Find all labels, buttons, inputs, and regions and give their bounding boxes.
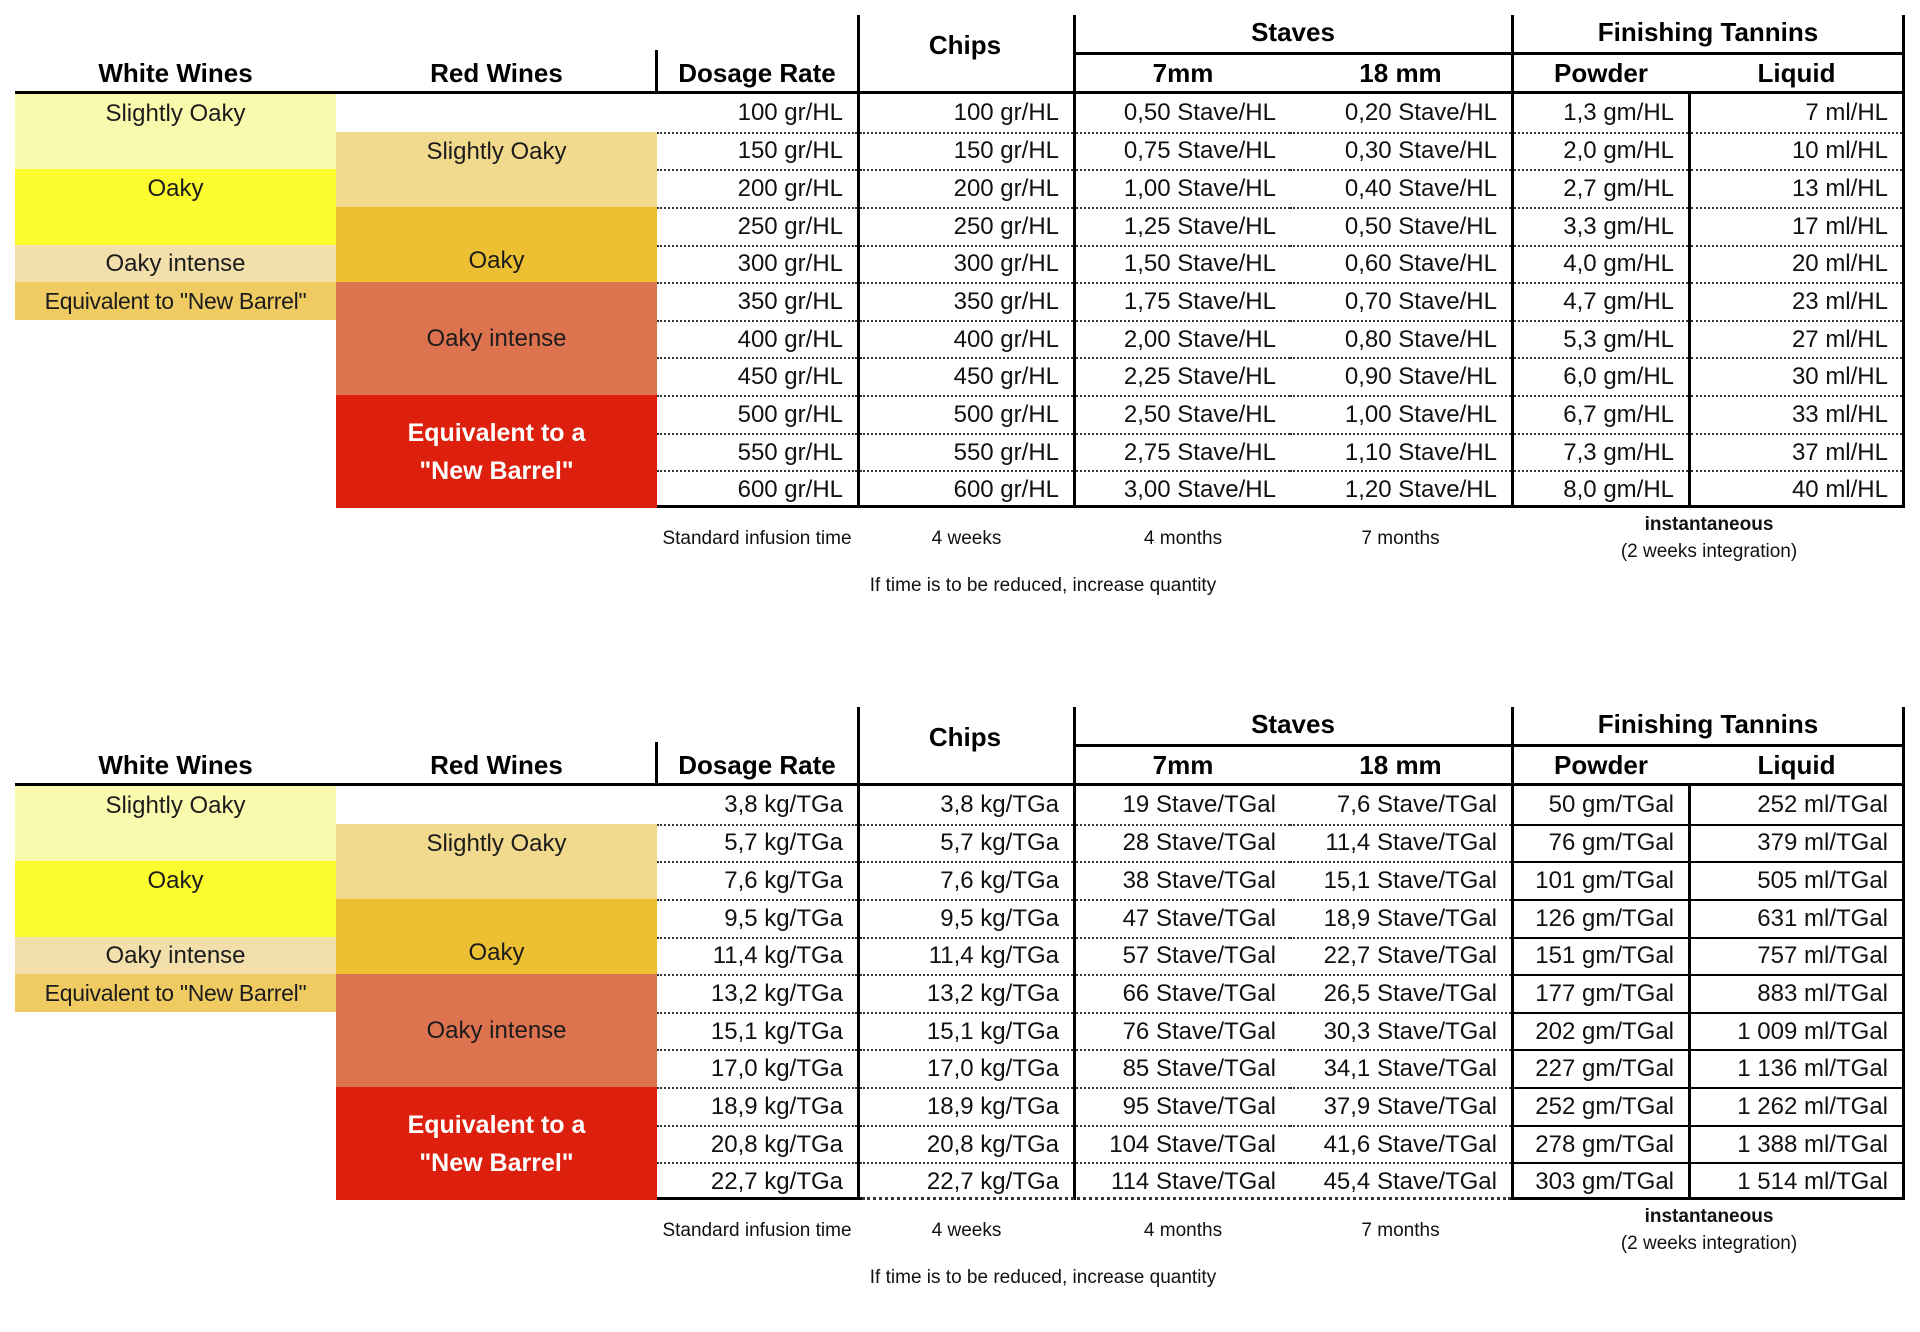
dosage-left-rule <box>655 742 658 786</box>
staves-7mm-cell: 66 Stave/TGal <box>1076 974 1290 1012</box>
chips-group-header: Chips <box>928 29 1002 60</box>
dosage-rate-cell: 20,8 kg/TGa <box>657 1125 857 1163</box>
band-label: Oaky intense <box>426 324 567 352</box>
liquid-cell: 757 ml/TGal <box>1691 937 1902 975</box>
powder-cell: 2,0 gm/HL <box>1514 132 1688 170</box>
chips-cell: 250 gr/HL <box>860 207 1073 245</box>
staves-7mm-cell: 3,00 Stave/HL <box>1076 470 1290 508</box>
liquid-cell: 10 ml/HL <box>1691 132 1902 170</box>
powder-cell: 4,0 gm/HL <box>1514 245 1688 283</box>
staves-7mm-cell: 19 Stave/TGal <box>1122 790 1276 818</box>
finishing-tannins-group-header: Finishing Tannins <box>1597 16 1819 47</box>
dosage-rate-cell: 11,4 kg/TGa <box>657 937 857 975</box>
powder-header: Powder <box>1554 57 1648 88</box>
staves-18mm-cell: 45,4 Stave/TGal <box>1290 1162 1511 1200</box>
dosage-rate-cell: 9,5 kg/TGa <box>657 899 857 937</box>
liquid-cell: 1 262 ml/TGal <box>1691 1087 1902 1125</box>
powder-cell: 8,0 gm/HL <box>1514 470 1688 508</box>
staves-18mm-header: 18 mm <box>1359 749 1442 780</box>
white-wines-header: White Wines <box>98 57 253 88</box>
band-label: Slightly Oaky <box>105 792 246 819</box>
staves-18mm-cell: 37,9 Stave/TGal <box>1290 1087 1511 1125</box>
staves-7mm-cell: 114 Stave/TGal <box>1076 1162 1290 1200</box>
table-row <box>0 94 1920 132</box>
chips-cell: 350 gr/HL <box>860 282 1073 320</box>
band-label: Oaky intense <box>426 1016 567 1044</box>
chips-cell: 9,5 kg/TGa <box>860 899 1073 937</box>
chips-cell: 400 gr/HL <box>860 320 1073 358</box>
tannins-integration-note: (2 weeks integration) <box>1620 1233 1798 1254</box>
powder-cell: 76 gm/TGal <box>1514 824 1688 862</box>
tannins-infusion-time <box>1514 511 1904 565</box>
chips-cell: 100 gr/HL <box>953 98 1059 126</box>
staves-18mm-cell: 0,60 Stave/HL <box>1290 245 1511 283</box>
staves-18mm-cell: 0,40 Stave/HL <box>1290 169 1511 207</box>
dosage-rate-cell: 300 gr/HL <box>657 245 857 283</box>
band-label: Oaky <box>147 175 204 202</box>
chips-cell: 22,7 kg/TGa <box>860 1162 1073 1200</box>
staves-18mm-cell: 11,4 Stave/TGal <box>1290 824 1511 862</box>
dosage-rate-header: Dosage Rate <box>678 749 836 780</box>
chips-cell: 300 gr/HL <box>860 245 1073 283</box>
staves-7mm-cell: 1,50 Stave/HL <box>1076 245 1290 283</box>
powder-cell: 126 gm/TGal <box>1514 899 1688 937</box>
powder-cell: 6,0 gm/HL <box>1514 357 1688 395</box>
band-label-line1: Equivalent to a <box>407 418 586 447</box>
band-label: Slightly Oaky <box>426 830 567 857</box>
liquid-cell: 505 ml/TGal <box>1691 861 1902 899</box>
band-label: Slightly Oaky <box>105 100 246 127</box>
staves-7mm-cell: 1,25 Stave/HL <box>1076 207 1290 245</box>
powder-cell: 6,7 gm/HL <box>1514 395 1688 433</box>
staves-7mm-cell: 28 Stave/TGal <box>1076 824 1290 862</box>
table-row <box>0 1162 1920 1200</box>
staves-18mm-cell: 15,1 Stave/TGal <box>1290 861 1511 899</box>
table-row <box>0 974 1920 1012</box>
chips-cell: 150 gr/HL <box>860 132 1073 170</box>
dosage-rate-cell: 7,6 kg/TGa <box>657 861 857 899</box>
dosage-table-per-hl <box>0 0 1920 640</box>
liquid-cell: 7 ml/HL <box>1805 98 1888 126</box>
table-note: If time is to be reduced, increase quantity <box>869 1267 1217 1288</box>
staves-18mm-cell: 18,9 Stave/TGal <box>1290 899 1511 937</box>
chips-cell: 11,4 kg/TGa <box>860 937 1073 975</box>
dosage-rate-header: Dosage Rate <box>678 57 836 88</box>
powder-cell: 151 gm/TGal <box>1514 937 1688 975</box>
chips-cell: 15,1 kg/TGa <box>860 1012 1073 1050</box>
staves-18mm-cell: 1,00 Stave/HL <box>1290 395 1511 433</box>
staves-7mm-cell: 1,00 Stave/HL <box>1076 169 1290 207</box>
staves-7mm-cell: 2,00 Stave/HL <box>1076 320 1290 358</box>
table-row <box>0 786 1920 824</box>
chips-group-header: Chips <box>928 721 1002 752</box>
white-wines-header: White Wines <box>98 749 253 780</box>
staves-7mm-cell: 47 Stave/TGal <box>1076 899 1290 937</box>
liquid-cell: 40 ml/HL <box>1691 470 1902 508</box>
staves-7mm-header: 7mm <box>1152 57 1214 88</box>
table-row <box>0 357 1920 395</box>
dosage-left-rule <box>655 50 658 94</box>
table-row <box>0 861 1920 899</box>
dosage-rate-cell: 13,2 kg/TGa <box>657 974 857 1012</box>
powder-cell: 202 gm/TGal <box>1514 1012 1688 1050</box>
staves-group-header: Staves <box>1251 16 1335 47</box>
table-row <box>0 320 1920 358</box>
staves-18mm-cell: 0,90 Stave/HL <box>1290 357 1511 395</box>
liquid-cell: 20 ml/HL <box>1691 245 1902 283</box>
staves-7mm-header: 7mm <box>1152 749 1214 780</box>
liquid-cell: 1 388 ml/TGal <box>1691 1125 1902 1163</box>
staves-18mm-cell: 0,50 Stave/HL <box>1290 207 1511 245</box>
powder-cell: 5,3 gm/HL <box>1514 320 1688 358</box>
dosage-rate-cell: 150 gr/HL <box>657 132 857 170</box>
staves-18mm-cell: 22,7 Stave/TGal <box>1290 937 1511 975</box>
dosage-rate-cell: 18,9 kg/TGa <box>657 1087 857 1125</box>
staves-18mm-cell: 1,10 Stave/HL <box>1290 433 1511 471</box>
powder-cell: 2,7 gm/HL <box>1514 169 1688 207</box>
table-row <box>0 1049 1920 1087</box>
chips-cell: 17,0 kg/TGa <box>860 1049 1073 1087</box>
table-row <box>0 282 1920 320</box>
chips-cell: 450 gr/HL <box>860 357 1073 395</box>
dosage-rate-cell: 500 gr/HL <box>657 395 857 433</box>
band-label: Oaky <box>147 867 204 894</box>
liquid-header: Liquid <box>1757 57 1836 88</box>
dosage-rate-cell: 15,1 kg/TGa <box>657 1012 857 1050</box>
chips-cell: 500 gr/HL <box>860 395 1073 433</box>
powder-cell: 4,7 gm/HL <box>1514 282 1688 320</box>
powder-cell: 3,3 gm/HL <box>1514 207 1688 245</box>
powder-cell: 278 gm/TGal <box>1514 1125 1688 1163</box>
chips-cell: 20,8 kg/TGa <box>860 1125 1073 1163</box>
staves-18mm-cell: 0,20 Stave/HL <box>1344 98 1497 126</box>
staves-7mm-cell: 76 Stave/TGal <box>1076 1012 1290 1050</box>
chips-cell: 13,2 kg/TGa <box>860 974 1073 1012</box>
liquid-cell: 33 ml/HL <box>1691 395 1902 433</box>
staves-18mm-infusion-time: 7 months <box>1361 528 1440 549</box>
band-label-line2: "New Barrel" <box>419 1148 574 1177</box>
staves-18mm-cell: 0,30 Stave/HL <box>1290 132 1511 170</box>
dosage-rate-cell: 350 gr/HL <box>657 282 857 320</box>
staves-7mm-cell: 1,75 Stave/HL <box>1076 282 1290 320</box>
powder-cell: 101 gm/TGal <box>1514 861 1688 899</box>
staves-7mm-cell: 2,75 Stave/HL <box>1076 433 1290 471</box>
standard-infusion-time-label: Standard infusion time <box>662 528 852 549</box>
chips-cell: 7,6 kg/TGa <box>860 861 1073 899</box>
staves-18mm-header: 18 mm <box>1359 57 1442 88</box>
chips-cell: 200 gr/HL <box>860 169 1073 207</box>
table-row <box>0 937 1920 975</box>
staves-7mm-cell: 38 Stave/TGal <box>1076 861 1290 899</box>
dosage-rate-cell: 22,7 kg/TGa <box>657 1162 857 1200</box>
subheader-rule <box>1075 52 1905 55</box>
staves-18mm-cell: 41,6 Stave/TGal <box>1290 1125 1511 1163</box>
dosage-rate-cell: 17,0 kg/TGa <box>657 1049 857 1087</box>
chips-infusion-time: 4 weeks <box>931 1220 1002 1241</box>
tannins-instantaneous-label: instantaneous <box>1644 514 1774 535</box>
liquid-cell: 30 ml/HL <box>1691 357 1902 395</box>
powder-cell: 50 gm/TGal <box>1548 790 1674 818</box>
dosage-rate-cell: 5,7 kg/TGa <box>657 824 857 862</box>
staves-18mm-cell: 7,6 Stave/TGal <box>1336 790 1497 818</box>
dosage-table-per-tgal <box>0 692 1920 1332</box>
liquid-cell: 1 136 ml/TGal <box>1691 1049 1902 1087</box>
dosage-rate-cell: 450 gr/HL <box>657 357 857 395</box>
powder-cell: 303 gm/TGal <box>1514 1162 1688 1200</box>
table-row <box>0 207 1920 245</box>
chips-cell: 3,8 kg/TGa <box>940 790 1059 818</box>
powder-cell: 177 gm/TGal <box>1514 974 1688 1012</box>
chips-cell: 18,9 kg/TGa <box>860 1087 1073 1125</box>
liquid-cell: 23 ml/HL <box>1691 282 1902 320</box>
dosage-rate-cell: 400 gr/HL <box>657 320 857 358</box>
liquid-cell: 1 009 ml/TGal <box>1691 1012 1902 1050</box>
table-note: If time is to be reduced, increase quantity <box>869 575 1217 596</box>
staves-7mm-cell: 0,50 Stave/HL <box>1123 98 1276 126</box>
table-row <box>0 1087 1920 1125</box>
red-wines-header: Red Wines <box>430 749 563 780</box>
table-row <box>0 1125 1920 1163</box>
staves-7mm-infusion-time: 4 months <box>1143 1220 1223 1241</box>
table-row <box>0 824 1920 862</box>
staves-7mm-cell: 2,25 Stave/HL <box>1076 357 1290 395</box>
powder-header: Powder <box>1554 749 1648 780</box>
chips-cell: 600 gr/HL <box>860 470 1073 508</box>
dosage-rate-cell: 100 gr/HL <box>737 98 843 126</box>
powder-cell: 227 gm/TGal <box>1514 1049 1688 1087</box>
liquid-cell: 17 ml/HL <box>1691 207 1902 245</box>
band-label: Slightly Oaky <box>426 138 567 165</box>
staves-18mm-cell: 0,70 Stave/HL <box>1290 282 1511 320</box>
dosage-rate-cell: 550 gr/HL <box>657 433 857 471</box>
staves-7mm-cell: 0,75 Stave/HL <box>1076 132 1290 170</box>
band-label: Oaky intense <box>105 941 246 969</box>
staves-18mm-cell: 34,1 Stave/TGal <box>1290 1049 1511 1087</box>
staves-18mm-cell: 0,80 Stave/HL <box>1290 320 1511 358</box>
table-row <box>0 132 1920 170</box>
table-row <box>0 169 1920 207</box>
chips-cell: 550 gr/HL <box>860 433 1073 471</box>
band-label-line1: Equivalent to a <box>407 1110 586 1139</box>
liquid-cell: 631 ml/TGal <box>1691 899 1902 937</box>
band-label: Oaky intense <box>105 249 246 277</box>
staves-18mm-cell: 1,20 Stave/HL <box>1290 470 1511 508</box>
table-row <box>0 245 1920 283</box>
chips-cell: 5,7 kg/TGa <box>860 824 1073 862</box>
staves-7mm-cell: 95 Stave/TGal <box>1076 1087 1290 1125</box>
dosage-rate-cell: 250 gr/HL <box>657 207 857 245</box>
liquid-cell: 27 ml/HL <box>1691 320 1902 358</box>
staves-7mm-cell: 104 Stave/TGal <box>1076 1125 1290 1163</box>
standard-infusion-time-label: Standard infusion time <box>662 1220 852 1241</box>
powder-cell: 252 gm/TGal <box>1514 1087 1688 1125</box>
liquid-cell: 883 ml/TGal <box>1691 974 1902 1012</box>
staves-18mm-cell: 26,5 Stave/TGal <box>1290 974 1511 1012</box>
tannins-instantaneous-label: instantaneous <box>1644 1206 1774 1227</box>
staves-7mm-cell: 57 Stave/TGal <box>1076 937 1290 975</box>
band-label-line2: "New Barrel" <box>419 456 574 485</box>
staves-7mm-cell: 2,50 Stave/HL <box>1076 395 1290 433</box>
table-row <box>0 899 1920 937</box>
powder-cell: 1,3 gm/HL <box>1563 98 1674 126</box>
tannins-integration-note: (2 weeks integration) <box>1620 541 1798 562</box>
dosage-rate-cell: 3,8 kg/TGa <box>724 790 843 818</box>
band-label: Oaky <box>468 938 525 966</box>
table-row <box>0 470 1920 508</box>
subheader-rule <box>1075 744 1905 747</box>
staves-7mm-cell: 85 Stave/TGal <box>1076 1049 1290 1087</box>
staves-group-header: Staves <box>1251 708 1335 739</box>
staves-18mm-infusion-time: 7 months <box>1361 1220 1440 1241</box>
finishing-tannins-group-header: Finishing Tannins <box>1597 708 1819 739</box>
table-row <box>0 433 1920 471</box>
table-row <box>0 395 1920 433</box>
staves-18mm-cell: 30,3 Stave/TGal <box>1290 1012 1511 1050</box>
liquid-cell: 252 ml/TGal <box>1757 790 1888 818</box>
band-label: Equivalent to "New Barrel" <box>44 287 307 314</box>
powder-cell: 7,3 gm/HL <box>1514 433 1688 471</box>
red-wines-header: Red Wines <box>430 57 563 88</box>
liquid-cell: 1 514 ml/TGal <box>1691 1162 1902 1200</box>
liquid-cell: 379 ml/TGal <box>1691 824 1902 862</box>
liquid-header: Liquid <box>1757 749 1836 780</box>
dosage-rate-cell: 200 gr/HL <box>657 169 857 207</box>
table-row <box>0 1012 1920 1050</box>
liquid-cell: 37 ml/HL <box>1691 433 1902 471</box>
chips-infusion-time: 4 weeks <box>931 528 1002 549</box>
band-label: Equivalent to "New Barrel" <box>44 979 307 1006</box>
staves-7mm-infusion-time: 4 months <box>1143 528 1223 549</box>
tannins-infusion-time <box>1514 1203 1904 1257</box>
band-label: Oaky <box>468 246 525 274</box>
dosage-rate-cell: 600 gr/HL <box>657 470 857 508</box>
liquid-cell: 13 ml/HL <box>1691 169 1902 207</box>
